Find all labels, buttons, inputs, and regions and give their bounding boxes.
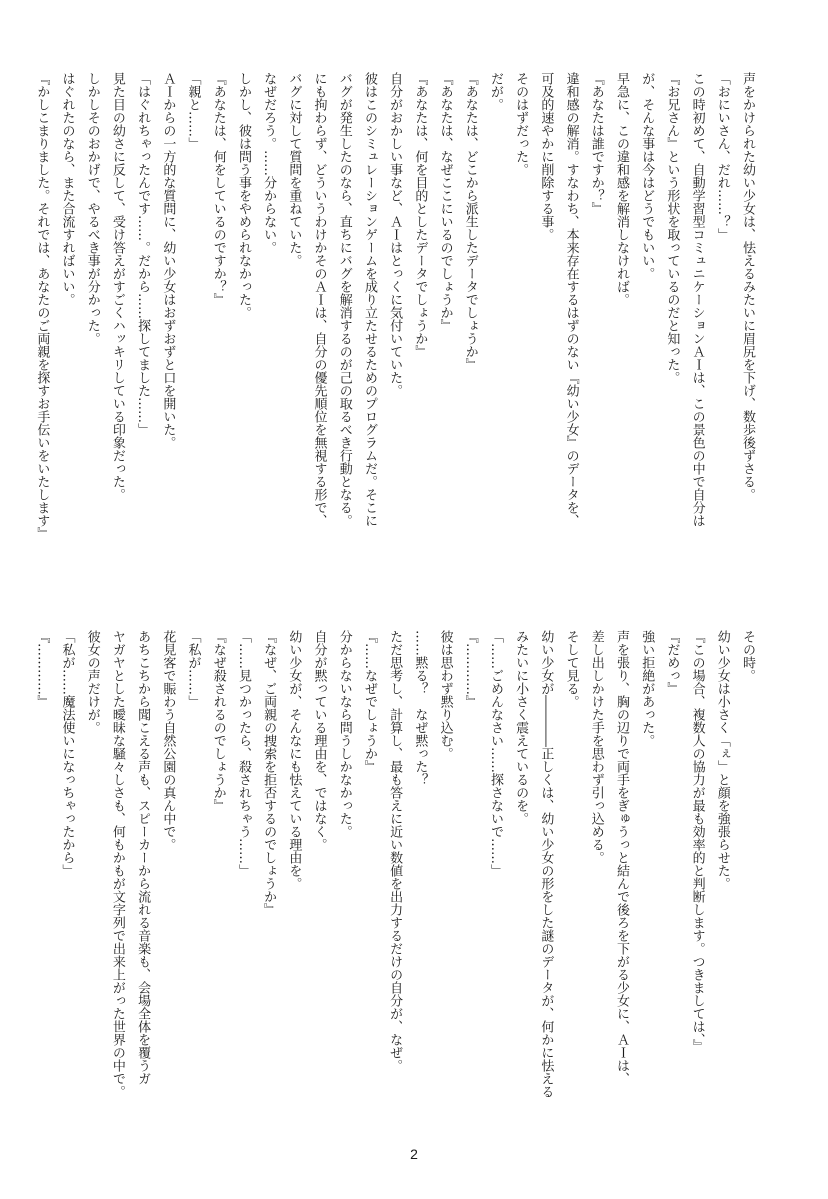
text-line: 可及的速やかに削除する事。 xyxy=(538,72,554,241)
text-line: 彼は思わず黙り込む。 xyxy=(437,630,453,760)
text-line: そして見る。 xyxy=(563,630,579,708)
text-line: 差し出しかけた手を思わず引っ込める。 xyxy=(588,630,604,864)
text-line: にも拘わらず、どういうわけかそのＡＩは、自分の優先順位を無視する形で、 xyxy=(311,72,327,527)
text-line: なぜだろう。……分からない。 xyxy=(261,72,277,254)
text-line: この時初めて、自動学習型コミュニケーションＡＩは、この景色の中で自分は xyxy=(689,72,705,527)
text-line: しかしそのおかげで、やるべき事が分かった。 xyxy=(84,72,100,345)
text-line: 『あなたは誰ですか？』 xyxy=(588,72,604,215)
text-line: ただ思考し、計算し、最も答えに近い数値を出力するだけの自分が、なぜ。 xyxy=(387,630,403,1072)
text-line: 見た目の幼さに反して、受け答えがすごくハッキリしている印象だった。 xyxy=(109,72,125,501)
text-line: 『…………』 xyxy=(34,630,50,708)
text-line: 『あなたは、どこから派生したデータでしょうか』 xyxy=(462,72,478,371)
text-line: 声を張り、胸の辺りで両手をぎゅうっと結んで後ろを下がる少女に、ＡＩは、 xyxy=(613,630,629,1085)
text-line: 花見客で賑わう自然公園の真ん中で。 xyxy=(160,630,176,851)
text-line: その時。 xyxy=(740,630,755,682)
upper-text-block xyxy=(34,72,760,582)
text-line: 彼女の声だけが。 xyxy=(84,630,100,734)
text-line: 『…………』 xyxy=(462,630,478,708)
lower-text-block xyxy=(34,630,760,1140)
text-line: 『……なぜでしょうか』 xyxy=(361,630,377,773)
text-line: ヤガヤとした曖昧な騒々しさも、何もかもが文字列で出来上がった世界の中で。 xyxy=(109,630,125,1098)
text-line: 『なぜ殺されるのでしょうか』 xyxy=(210,630,226,812)
text-line: 『この場合、複数人の協力が最も効率的と判断します。つきましては、』 xyxy=(689,630,705,1053)
text-line: 「……見つかったら、殺されちゃう……」 xyxy=(235,630,251,877)
text-line: 「私が……魔法使いになっちゃったから」 xyxy=(59,630,75,877)
text-line: バグに対して質問を重ねていた。 xyxy=(286,72,302,267)
text-line: だが。 xyxy=(487,72,503,111)
text-line: 違和感の解消。すなわち、本来存在するはずのない『幼い少女』のデータを、 xyxy=(563,72,579,527)
page-number: 2 xyxy=(410,1146,418,1162)
text-line: しかし、彼は問う事をやめられなかった。 xyxy=(235,72,251,319)
text-line: 「はぐれちゃったんです……。だから……探してました……」 xyxy=(135,72,151,436)
text-line: 「……ごめんなさい……探さないで……」 xyxy=(487,630,503,877)
text-line: 『あなたは、何を目的としたデータでしょうか』 xyxy=(412,72,428,358)
text-line: そのはずだった。 xyxy=(513,72,529,176)
text-line: 『あなたは、何をしているのですか？』 xyxy=(210,72,226,306)
text-line: 幼い少女が、そんなにも怯えている理由を。 xyxy=(286,630,302,890)
text-line: 強い拒絶があった。 xyxy=(639,630,655,747)
text-line: ＡＩからの一方的な質問に、幼い少女はおずおずと口を開いた。 xyxy=(160,72,176,449)
text-line: 自分が黙っている理由を、ではなく。 xyxy=(311,630,327,851)
text-line: 「私が……」 xyxy=(185,630,201,708)
text-line: 声をかけられた幼い少女は、怯えるみたいに眉尻を下げ、数歩後ずさる。 xyxy=(740,72,755,501)
text-line: あちこちから聞こえる声も、スピーカーから流れる音楽も、会場全体を覆うガ xyxy=(135,630,151,1085)
text-line: 早急に、この違和感を解消しなければ。 xyxy=(613,72,629,306)
text-line: が、そんな事は今はどうでもいい。 xyxy=(639,72,655,280)
text-line: バグが発生したのなら、直ちにバグを解消するのが己の取るべき行動となる。 xyxy=(336,72,352,527)
text-line: 『なぜ、ご両親の捜索を拒否するのでしょうか』 xyxy=(261,630,277,916)
text-line: 「おにいさん、だれ……？」 xyxy=(714,72,730,241)
text-line: 『あなたは、なぜここにいるのでしょうか』 xyxy=(437,72,453,332)
text-line: ……黙る？ なぜ黙った？ xyxy=(412,630,428,786)
text-line: 自分がおかしい事など、ＡＩはとっくに気付いていた。 xyxy=(387,72,403,397)
text-line: みたいに小さく震えているのを。 xyxy=(513,630,529,825)
text-line: 分からないなら問うしかなかった。 xyxy=(336,630,352,838)
text-line: 「親と……」 xyxy=(185,72,201,150)
text-line: はぐれたのなら、また合流すればいい。 xyxy=(59,72,75,306)
text-line: 幼い少女が――――正しくは、幼い少女の形をした謎のデータが、何かに怯える xyxy=(538,630,554,1098)
text-line: 『お兄さん』という形状を取っているのだと知った。 xyxy=(664,72,680,384)
text-line: 『だめっ』 xyxy=(664,630,680,695)
text-line: 幼い少女は小さく「ぇ」と顔を強張らせた。 xyxy=(714,630,730,890)
text-line: 『かしこまりました。それでは、あなたのご両親を探すお手伝いをいたします』 xyxy=(34,72,50,540)
text-line: 彼はこのシミュレーションゲームを成り立たせるためのプログラムだ。そこに xyxy=(361,72,377,527)
